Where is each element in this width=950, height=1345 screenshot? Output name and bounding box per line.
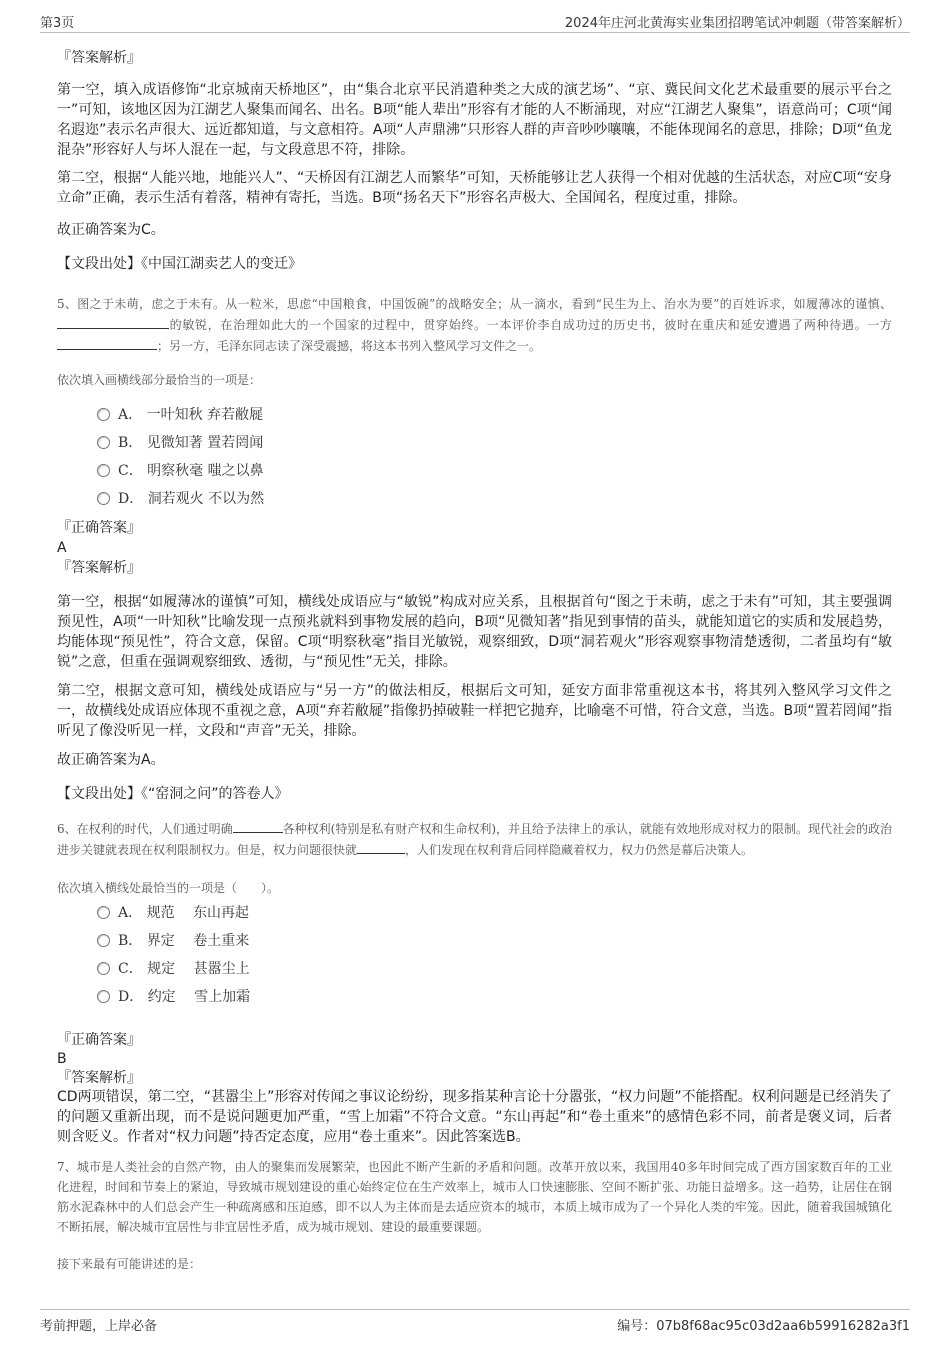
q5-stem-part-b: 的敏锐，在治理如此大的一个国家的过程中，贯穿始终。一本评价李自成功过的历史书，彼时在重庆和延安遭遇了两种待遇。一方 (169, 318, 892, 332)
q6-stem-part-a: 6、在权利的时代，人们通过明确 (57, 822, 233, 836)
radio-icon[interactable] (97, 492, 110, 505)
q4-conclusion: 故正确答案为C。 (57, 222, 165, 238)
q5-blank-1 (57, 314, 169, 329)
q6-blank-2 (357, 839, 405, 854)
q5-option-b-letter: B． (118, 435, 143, 451)
q6-stem (57, 818, 892, 860)
q5-stem-part-a: 5、图之于未萌，虑之于未有。从一粒米，思虑“中国粮食，中国饭碗”的战略安全；从一滴水，看到“民生为上、治水为要”的百姓诉求，如履薄冰的谨慎、 (57, 297, 892, 311)
q5-option-c[interactable] (97, 460, 264, 484)
radio-icon[interactable] (97, 408, 110, 421)
q5-source: 【文段出处】《“窑洞之问”的答卷人》 (57, 786, 289, 802)
page-footer (40, 1309, 910, 1332)
q6-option-d-text: 约定 雪上加霜 (147, 989, 251, 1005)
q6-analysis-label: 『答案解析』 (57, 1070, 141, 1086)
radio-icon[interactable] (97, 990, 110, 1003)
q6-blank-1 (233, 818, 283, 833)
document-id: 编号：07b8f68ac95c03d2aa6b59916282a3f1 (617, 1319, 910, 1334)
radio-icon[interactable] (97, 464, 110, 477)
q5-option-b-text: 见微知著 置若罔闻 (146, 435, 264, 451)
q7-stem: 7、城市是人类社会的自然产物，由人的聚集而发展繁荣，也因此不断产生新的矛盾和问题。改革开放以来，我国用40多年时间完成了西方国家数百年的工业化进程，时间和节奏上的紧迫，导致城市规划建设的重心始终定位在生产效率上，城市人口快速膨胀、空间不断扩张、功能日益增多。这一趋势，让居住在钢筋水泥森林中的人们总会产生一种疏离感和压迫感，即不以人为主体而是去适应资本的城市，本质上城市成为了一个异化人类的牢笼。因此，随着我国城镇化不断拓展，解决城市宜居性与非宜居性矛盾，成为城市规划、建设的最重要课题。 (57, 1160, 892, 1234)
q6-correct-answer: B (57, 1051, 67, 1067)
q6-option-b[interactable] (97, 930, 249, 954)
q6-correct-label: 『正确答案』 (57, 1032, 141, 1048)
document-title: 2024年庄河北黄海实业集团招聘笔试冲刺题（带答案解析） (564, 16, 910, 31)
q5-analysis-p1: 第一空，根据“如履薄冰的谨慎”可知，横线处成语应与“敏锐”构成对应关系，且根据首句“图之于未萌，虑之于未有”可知，其主要强调预见性，A项“一叶知秋”比喻发现一点预兆就料到事物发展的趋向，B项“见微知著”指见到事情的苗头，就能知道它的实质和发展趋势，均能体现“预见性”，符合文意，保留。C项“明察秋毫”指目光敏锐，观察细致，D项“洞若观火”形容观察事物清楚透彻，二者虽均有“敏锐”之意，但重在强调观察细致、透彻，与“预见性”无关，排除。 (57, 594, 892, 670)
q7-prompt: 接下来最有可能讲述的是： (57, 1257, 202, 1271)
q4-analysis-p2: 第二空，根据“人能兴地，地能兴人”、“天桥因有江湖艺人而繁华”可知，天桥能够让艺人获得一个相对优越的生活状态，对应C项“安身立命”正确，表示生活有着落，精神有寄托，当选。B项“扬名天下”形容名声极大、全国闻名，程度过重，排除。 (57, 170, 892, 206)
q5-option-a[interactable] (97, 404, 263, 428)
footer-slogan: 考前押题，上岸必备 (40, 1319, 158, 1334)
q5-option-c-letter: C． (118, 463, 143, 479)
q6-option-b-text: 界定 卷土重来 (146, 933, 250, 949)
q6-stem-part-b: 各种权利(特别是私有财产权和生命权利)，并且给予法律上的承认，就能有效地形成对权力的限制。现代社会的政治进步关键就表现在权利限制权力。但是，权力问题很快就 (57, 822, 893, 857)
radio-icon[interactable] (97, 934, 110, 947)
q6-option-c-letter: C． (118, 961, 143, 977)
q4-analysis-p1: 第一空，填入成语修饰“北京城南天桥地区”，由“集合北京平民消遣种类之大成的演艺场”、“京、冀民间文化艺术最重要的展示平台之一”可知，该地区因为江湖艺人聚集而闻名、出名。B项“能人辈出”形容有才能的人不断涌现，对应“江湖艺人聚集”，语意尚可；C项“闻名遐迩”表示名声很大、远近都知道，与文意相符。A项“人声鼎沸”只形容人群的声音吵吵嚷嚷，不能体现闻名的意思，排除；D项“鱼龙混杂”形容好人与坏人混在一起，与文段意思不符，排除。 (57, 82, 892, 158)
q5-correct-answer: A (57, 540, 67, 556)
page-number: 第3页 (40, 16, 75, 31)
radio-icon[interactable] (97, 962, 110, 975)
q6-prompt: 依次填入横线处最恰当的一项是（ ）。 (57, 881, 280, 895)
q6-option-a[interactable] (97, 902, 249, 926)
radio-icon[interactable] (97, 906, 110, 919)
q5-option-b[interactable] (97, 432, 263, 456)
q6-option-b-letter: B． (118, 933, 143, 949)
q6-analysis-p1: CD两项错误，第二空，“甚嚣尘上”形容对传闻之事议论纷纷，现多指某种言论十分嚣张，“权力问题”不能搭配。权利问题是已经消失了的问题又重新出现，而不是说问题更加严重，“雪上加霜”不符合文意。“东山再起”和“卷土重来”的感情色彩不同，前者是褒义词，后者则含贬义。作者对“权力问题”持否定态度，应用“卷土重来”。因此答案选B。 (57, 1089, 892, 1145)
q5-correct-label: 『正确答案』 (57, 520, 141, 536)
q6-option-d-letter: D． (118, 989, 144, 1005)
q5-stem-part-c: ；另一方，毛泽东同志读了深受震撼，将这本书列入整风学习文件之一。 (157, 339, 542, 353)
q5-option-a-letter: A． (118, 407, 143, 423)
q5-option-a-text: 一叶知秋 弃若敝屣 (146, 407, 264, 423)
q6-option-c-text: 规定 甚嚣尘上 (147, 961, 250, 977)
q5-conclusion: 故正确答案为A。 (57, 752, 165, 768)
q5-analysis-p2: 第二空，根据文意可知，横线处成语应与“另一方”的做法相反，根据后文可知，延安方面非常重视这本书，将其列入整风学习文件之一，故横线处成语应体现不重视之意，A项“弃若敝屣”指像扔掉破鞋一样把它抛弃，比喻毫不可惜，符合文意，当选。B项“置若罔闻”指听见了像没听见一样，文段和“声音”无关，排除。 (57, 683, 892, 739)
q5-stem (57, 294, 892, 356)
q6-option-c[interactable] (97, 958, 250, 982)
q6-option-d[interactable] (97, 986, 250, 1010)
q6-option-a-letter: A． (118, 905, 143, 921)
q5-blank-2 (57, 335, 157, 350)
q5-option-c-text: 明察秋毫 嗤之以鼻 (147, 463, 264, 479)
q4-source: 【文段出处】《中国江湖卖艺人的变迁》 (57, 256, 302, 272)
q6-stem-part-c: ，人们发现在权利背后同样隐藏着权力，权力仍然是幕后决策人。 (405, 843, 754, 857)
q5-analysis-label: 『答案解析』 (57, 560, 141, 576)
q5-prompt: 依次填入画横线部分最恰当的一项是： (57, 373, 262, 387)
q5-option-d-letter: D． (118, 491, 144, 507)
q6-option-a-text: 规范 东山再起 (146, 905, 250, 921)
q5-option-d[interactable] (97, 488, 264, 512)
q5-option-d-text: 洞若观火 不以为然 (147, 491, 265, 507)
page-header (40, 10, 910, 33)
q4-analysis-label: 『答案解析』 (57, 50, 141, 66)
radio-icon[interactable] (97, 436, 110, 449)
